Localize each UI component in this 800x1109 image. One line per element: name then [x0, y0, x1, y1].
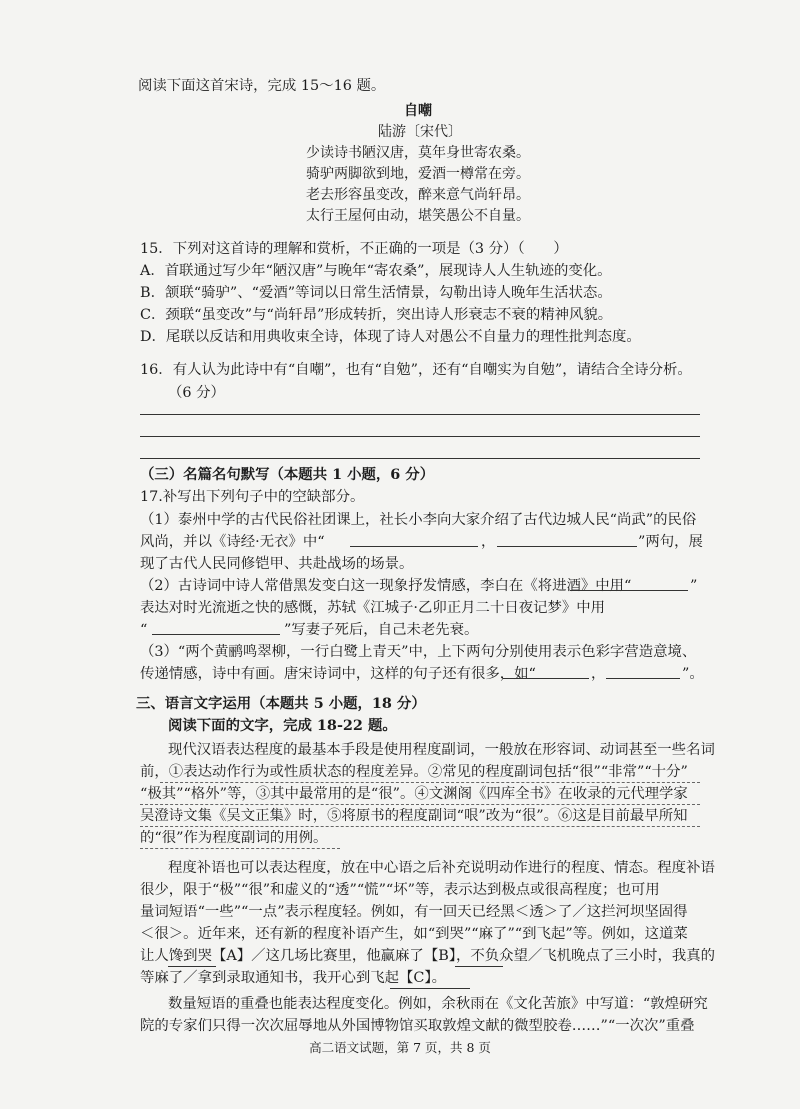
- para2-line-6: 等麻了／拿到录取通知书，我开心到飞起【C】。: [140, 970, 447, 986]
- q15-stem: 15．下列对这首诗的理解和赏析，不正确的一项是（3 分）（ ）: [140, 241, 568, 257]
- poem-line-2: 骑驴两脚欲到地，爱酒一樽常在旁。: [306, 166, 530, 182]
- para1-underline-3: [140, 826, 700, 827]
- q15-option-c: C．颈联“虽变改”与“尚轩昂”形成转折，突出诗人形衰志不衰的精神风貌。: [140, 307, 613, 323]
- q17-blank-3[interactable]: [570, 590, 688, 591]
- part3-heading: 三、语言文字运用（本题共 5 小题，18 分）: [136, 695, 426, 712]
- q17-p1-line-2c: ”两句，展: [638, 534, 703, 550]
- q17-p3-line-2b: ，: [591, 666, 606, 682]
- para3-line-2: 院的专家们只得一次次屈辱地从外国博物馆买取敦煌文献的微型胶卷……”“一次次”重叠: [140, 1018, 695, 1034]
- para1-underline-1: [160, 782, 700, 783]
- underline-kaixindaofeiqi: [390, 988, 470, 989]
- poem-line-4: 太行王屋何由动，堪笑愚公不自量。: [306, 208, 530, 224]
- para2-line-4: ＜很＞。近年来，还有新的程度补语产生，如“到哭”“麻了”“到飞起”等。例如，这道菜: [140, 926, 688, 942]
- poem-line-1: 少读诗书陋汉唐，莫年身世寄农桑。: [306, 145, 530, 161]
- para1-line-4: 吴澄诗文集《吴文正集》时，⑤将原书的程度副词“哏”改为“很”。⑥这是目前最早所知: [140, 808, 688, 824]
- para2-line-3: 量词短语“一些”“一点”表示程度轻。例如，有一回天已经黑＜透＞了／这拦河坝坚固得: [140, 904, 688, 920]
- q16-answer-line-2[interactable]: [140, 436, 700, 437]
- q17-p3-line-2c: ”。: [682, 666, 704, 682]
- q15-option-a: A．首联通过写少年“陋汉唐”与晚年“寄农桑”，展现诗人人生轨迹的变化。: [140, 263, 612, 279]
- q16-answer-line-1[interactable]: [140, 414, 700, 415]
- para2-line-2: 很少，限于“极”“很”和虚义的“透”“慌”“坏”等，表示达到极点或很高程度；也可用: [140, 882, 660, 898]
- q15-option-b: B．颔联“骑驴”、“爱酒”等词以日常生活情景，勾勒出诗人晚年生活状态。: [140, 285, 612, 301]
- q17-stem: 17.补写出下列句子中的空缺部分。: [140, 489, 365, 505]
- q17-p1-line-2a: 风尚，并以《诗经·无衣》中“: [140, 534, 325, 550]
- q17-p2-line-1a: （2）古诗词中诗人常借黑发变白这一现象抒发情感，李白在《将进酒》中用“: [140, 578, 632, 594]
- page-footer: 高二语文试题，第 7 页，共 8 页: [309, 1040, 491, 1055]
- para1-line-5: 的“很”作为程度副词的用例。: [140, 830, 328, 846]
- q17-p2-line-3b: ”写妻子死后，自己未老先衰。: [284, 622, 479, 638]
- q17-p3-line-1: （3）“两个黄鹂鸣翠柳，一行白鹭上青天”中，上下两句分别使用表示色彩字营造意境、: [140, 644, 697, 660]
- q17-p1-line-1: （1）泰州中学的古代民俗社团课上，社长小李向大家介绍了古代边城人民“尚武”的民俗: [140, 512, 697, 528]
- para3-line-1: 数量短语的重叠也能表达程度变化。例如，余秋雨在《文化苦旅》中写道：“敦煌研究: [168, 996, 708, 1012]
- poem-line-3: 老去形容虽变改，醉来意气尚轩昂。: [306, 187, 530, 203]
- q16-line-2: （6 分）: [168, 385, 225, 401]
- q17-p1-line-2b: ，: [481, 534, 496, 550]
- q17-blank-4[interactable]: [152, 634, 280, 635]
- q16-line-1: 16．有人认为此诗中有“自嘲”，也有“自勉”，还有“自嘲实为自勉”，请结合全诗分析。: [140, 362, 692, 378]
- para1-line-1: 现代汉语表达程度的最基本手段是使用程度副词，一般放在形容词、动词甚至一些名词: [168, 742, 715, 758]
- q17-p2-line-1b: ”: [690, 578, 698, 594]
- para1-line-3: “极其”“格外”等，③其中最常用的是“很”。④文渊阁《四库全书》在收录的元代理学家: [140, 786, 688, 802]
- para1-underline-2: [140, 804, 700, 805]
- q17-blank-1[interactable]: [350, 546, 478, 547]
- part3-intro: 阅读下面的文字，完成 18-22 题。: [168, 717, 397, 734]
- underline-yingmale: [455, 966, 503, 967]
- q17-p3-line-2a: 传递情感，诗中有画。唐宋诗词中，这样的句子还有很多，如“: [140, 666, 536, 682]
- q17-p2-line-3a: “: [140, 622, 148, 638]
- q17-blank-6[interactable]: [606, 678, 680, 679]
- reading-intro: 阅读下面这首宋诗，完成 15～16 题。: [138, 78, 386, 94]
- para1-line-2: 前，①表达动作行为或性质状态的程度差异。②常见的程度副词包括“很”“非常”“十分”: [140, 764, 688, 780]
- poem-author: 陆游〔宋代〕: [378, 124, 462, 140]
- para2-line-5: 让人馋到哭【A】／这几场比赛里，他赢麻了【B】，不负众望／飞机晚点了三小时，我真的: [140, 948, 716, 964]
- para2-line-1: 程度补语也可以表达程度，放在中心语之后补充说明动作进行的程度、情态。程度补语: [168, 860, 715, 876]
- q17-p1-line-3: 现了古代人民同修铠甲、共赴战场的场景。: [140, 556, 414, 572]
- underline-chandaoku: [168, 966, 216, 967]
- section3-heading: （三）名篇名句默写（本题共 1 小题，6 分）: [140, 466, 435, 483]
- q17-p2-line-2: 表达对时光流逝之快的感慨，苏轼《江城子·乙卯正月二十日夜记梦》中用: [140, 600, 606, 616]
- poem-title: 自嘲: [404, 103, 432, 119]
- para1-underline-4: [140, 848, 340, 849]
- q17-blank-2[interactable]: [497, 546, 637, 547]
- q15-option-d: D．尾联以反诘和用典收束全诗，体现了诗人对愚公不自量力的理性批判态度。: [140, 329, 641, 345]
- q16-answer-line-3[interactable]: [140, 458, 700, 459]
- q17-blank-5[interactable]: [503, 678, 589, 679]
